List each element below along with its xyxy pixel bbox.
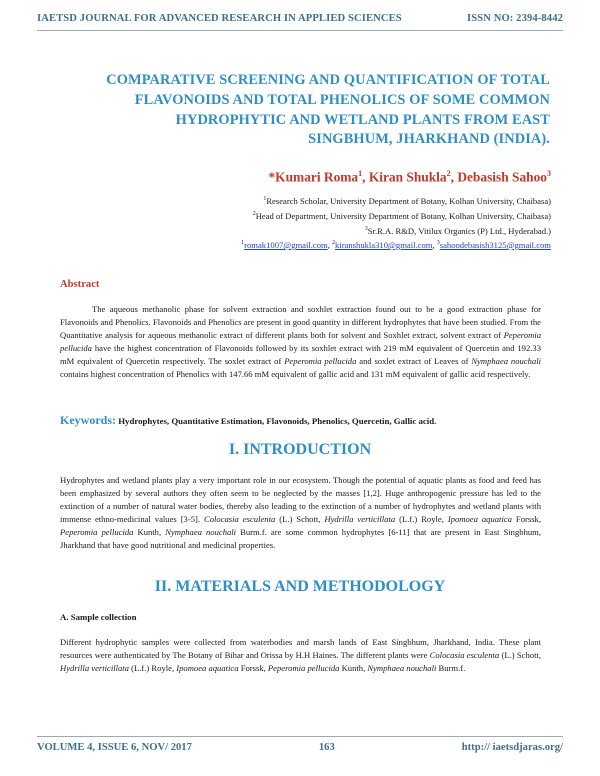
species-name: Nymphaea nouchali (165, 527, 237, 538)
journal-url[interactable]: http:// iaetsdjaras.org/ (461, 742, 563, 753)
title-line: HYDROPHYTIC AND WETLAND PLANTS FROM EAST (175, 111, 550, 128)
author-sup: 1 (358, 169, 363, 178)
abstract-text: The aqueous methanolic phase for solvent extraction and soxhlet extraction found out to be a good extraction phase for Flavonoids and Phenolics. Flavonoids and Phenolics are present in good quantity in different hydrophytes that have been studied. From the Quantitative analysis for aqueous methanolic extract of different plants both for solvent and Soxhlet extract, solvent extract of Peperomia pellucida have the highest concentration of Flavonoids followed by its soxhlet extract with 219 mM equivalent of Quercetin and 192.33 mM equivalent of Quercetin respectively. The soxlet extract of Peperomia pellucida and soxlet extract of Leaves of Nymphaea nouchali contains highest concentration of Phenolics with 147.66 mM equivalent of gallic acid and 131 mM equivalent of gallic acid respectively. (60, 304, 541, 380)
keywords (60, 413, 550, 428)
author-list: *Kumari Roma$^1$, Kiran Shukla$^2$, Debasish Sahoo$^3$ (268, 169, 551, 185)
page-number: 163 (318, 742, 335, 753)
journal-name: IAETSD JOURNAL FOR ADVANCED RESEARCH IN APPLIED SCIENCES (37, 13, 402, 24)
author-sup: 2 (446, 169, 451, 178)
species-name: Hydrilla verticillata (60, 663, 129, 674)
species-name: Colocasia esculenta (429, 650, 500, 661)
affiliation-3: $^3$Sr.R.A. R&D, Vitilux Organics (P) Ltd., Hyderabad.) (364, 226, 551, 236)
section-heading-introduction: I. INTRODUCTION (228, 441, 372, 458)
abstract-heading: Abstract (60, 279, 100, 290)
paper-title (60, 71, 550, 150)
author-sup: 3 (547, 169, 551, 178)
species-name: Nymphaea nouchali (367, 663, 437, 674)
affiliation-2: $^2$Head of Department, University Department of Botany, Kolhan University, Chaibasa) (252, 211, 551, 221)
species-name: Colocasia esculenta (203, 514, 276, 525)
methods-paragraph: Different hydrophytic samples were collected from waterbodies and marsh lands of East Singbhum, Jharkhand, India. These plant resources were authenticated by The Botany of Bihar and Orissa by H.H Haines. The different plants were Colocasia esculenta (L.) Schott, Hydrilla verticillata (L.f.) Royle, Ipomoea aquatica Forssk, Peperomia pellucida Kunth, Nymphaea nouchali Burm.f. (60, 637, 541, 674)
title-line: FLAVONOIDS AND TOTAL PHENOLICS OF SOME COMMON (134, 91, 550, 108)
header-divider (37, 30, 563, 31)
email-link[interactable]: romak1007@gmail.com (244, 240, 328, 250)
species-name: Hydrilla verticillata (324, 514, 396, 525)
subsection-heading: A. Sample collection (60, 612, 137, 622)
keywords-text: Hydrophytes, Quantitative Estimation, Flavonoids, Phenolics, Quercetin, Gallic acid. (116, 416, 437, 426)
species-name: Nymphaea nouchali (471, 356, 541, 367)
title-line: SINGBHUM, JHARKHAND (INDIA). (308, 131, 550, 148)
author-emails: $^1$romak1007@gmail.com, $^2$kiranshukla310@gmail.com, $^3$sahoodebasish3125@gmail.com (241, 240, 551, 250)
title-line: COMPARATIVE SCREENING AND QUANTIFICATION OF TOTAL (106, 72, 550, 88)
species-name: Ipomoea aquatica (447, 514, 512, 525)
author-name: *Kumari Roma (268, 169, 359, 185)
species-name: Peperomia pellucida (60, 527, 134, 538)
author-name: Kiran Shukla (368, 169, 447, 185)
introduction-paragraph: Hydrophytes and wetland plants play a very important role in our ecosystem. Though the potential of aquatic plants as food and feed has been emphasized by several authors they often seem to be neglected by the masses [1,2]. Huge anthropogenic pressure has led to the extinction of a number of natural water bodies, thereby also leading to the extinction of a number of hydrophytes and wetland plants with immense ethno-medicinal values [3-5]. Colocasia esculenta (L.) Schott, Hydrilla verticillata (L.f.) Royle, Ipomoea aquatica Forssk, Peperomia pellucida Kunth, Nymphaea nouchali Burm.f. are some common hydrophytes [6-11] that are present in East Singbhum, Jharkhand that have good nutritional and medicinal properties. (60, 475, 541, 551)
footer-divider (37, 736, 563, 737)
affiliation-1: $^1$Research Scholar, University Department of Botany, Kolhan University, Chaibasa) (263, 196, 551, 206)
species-name: Peperomia pellucida (267, 663, 340, 674)
running-header (37, 13, 563, 24)
running-footer (37, 742, 563, 753)
volume-info: VOLUME 4, ISSUE 6, NOV/ 2017 (37, 742, 192, 753)
keywords-label: Keywords: (60, 413, 116, 427)
issn: ISSN NO: 2394-8442 (467, 13, 563, 24)
species-name: Peperomia pellucida (284, 356, 357, 367)
email-link[interactable]: sahoodebasish3125@gmail.com (439, 240, 551, 250)
email-link[interactable]: kiranshukla310@gmail.com (335, 240, 433, 250)
species-name: Peperomia pellucida (60, 330, 541, 354)
section-heading-methods: II. MATERIALS AND METHODOLOGY (154, 578, 446, 595)
species-name: Ipomoea aquatica (176, 663, 239, 674)
author-name: Debasish Sahoo (457, 169, 547, 185)
